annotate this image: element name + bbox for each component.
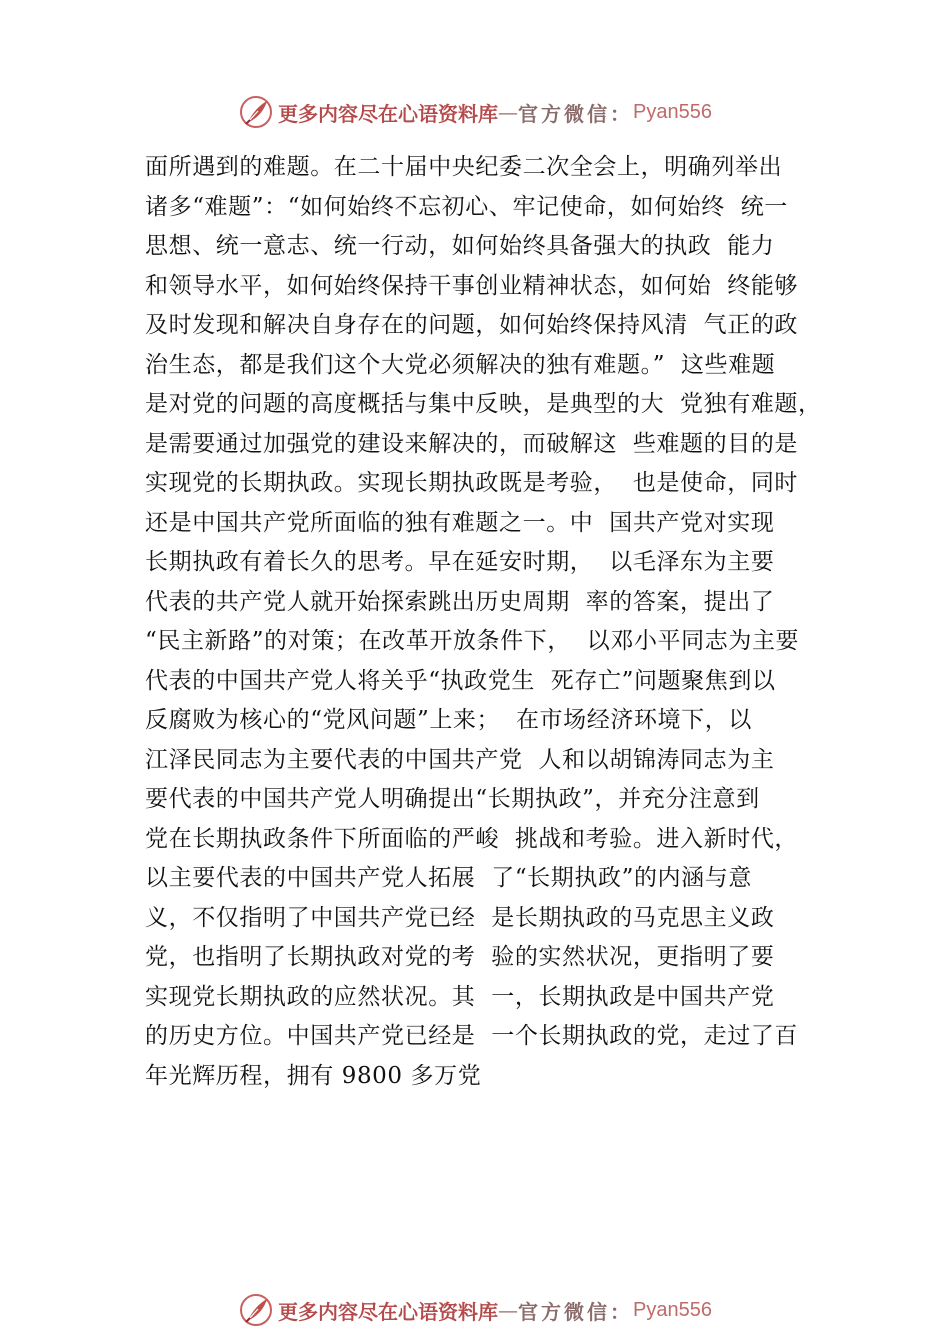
quill-pen-logo-icon xyxy=(238,94,274,130)
footer-wechat-label: 官方微信： xyxy=(518,1299,634,1324)
header-wechat-id: Pyan556 xyxy=(633,100,712,123)
quill-pen-logo-icon xyxy=(238,1292,274,1328)
body-line: 面所遇到的难题。在二十届中央纪委二次全会上，明确列举出 xyxy=(145,154,783,180)
footer-separator: — xyxy=(498,1298,519,1322)
header-banner xyxy=(0,92,950,132)
footer-wechat-id: Pyan556 xyxy=(633,1298,712,1321)
body-line: 反腐败为核心的“党风问题”上来； 在市场经济环境下，以 xyxy=(145,707,752,733)
body-line: 实现党长期执政的应然状况。其 一，长期执政是中国共产党 xyxy=(145,983,775,1010)
body-line: 要代表的中国共产党人明确提出“长期执政”，并充分注意到 xyxy=(145,786,760,812)
footer-site-text: 更多内容尽在心语资料库 xyxy=(278,1299,499,1324)
body-line: 党在长期执政条件下所面临的严峻 挑战和考验。进入新时代， xyxy=(145,825,799,852)
body-line: 年光辉历程，拥有 9800 多万党 xyxy=(145,1062,482,1089)
body-line: 代表的中国共产党人将关乎“执政党生 死存亡”问题聚焦到以 xyxy=(145,667,776,694)
header-site-text: 更多内容尽在心语资料库 xyxy=(278,101,499,126)
header-separator: — xyxy=(498,100,519,124)
body-line: 是需要通过加强党的建设来解决的，而破解这 些难题的目的是 xyxy=(145,430,799,457)
body-line: 党，也指明了长期执政对党的考 验的实然状况，更指明了要 xyxy=(145,944,775,970)
body-line: 的历史方位。中国共产党已经是 一个长期执政的党，走过了百 xyxy=(145,1023,799,1049)
body-line: “民主新路”的对策；在改革开放条件下， 以邓小平同志为主要 xyxy=(145,628,800,654)
body-line: 还是中国共产党所面临的独有难题之一。中 国共产党对实现 xyxy=(145,509,775,536)
body-line: 及时发现和解决自身存在的问题，如何始终保持风清 气正的政 xyxy=(145,312,799,338)
body-line: 代表的共产党人就开始探索跳出历史周期 率的答案，提出了 xyxy=(145,588,775,615)
body-line: 长期执政有着长久的思考。早在延安时期， 以毛泽东为主要 xyxy=(145,549,775,575)
header-wechat-label: 官方微信： xyxy=(518,101,634,126)
body-line: 江泽民同志为主要代表的中国共产党 人和以胡锦涛同志为主 xyxy=(145,746,775,773)
body-line: 实现党的长期执政。实现长期执政既是考验， 也是使命，同时 xyxy=(145,470,799,496)
body-line: 义，不仅指明了中国共产党已经 是长期执政的马克思主义政 xyxy=(145,904,775,931)
body-line: 和领导水平，如何始终保持干事创业精神状态，如何始 终能够 xyxy=(145,272,799,299)
body-line: 诸多“难题”：“如何始终不忘初心、牢记使命，如何始终 统一 xyxy=(145,193,788,220)
body-line: 治生态，都是我们这个大党必须解决的独有难题。” 这些难题 xyxy=(145,351,776,378)
document-body xyxy=(145,148,845,1096)
body-line: 以主要代表的中国共产党人拓展 了“长期执政”的内涵与意 xyxy=(145,865,752,891)
body-line: 是对党的问题的高度概括与集中反映，是典型的大 党独有难题， xyxy=(145,391,822,417)
body-line: 思想、统一意志、统一行动，如何始终具备强大的执政 能力 xyxy=(145,233,775,259)
footer-banner xyxy=(0,1290,950,1330)
